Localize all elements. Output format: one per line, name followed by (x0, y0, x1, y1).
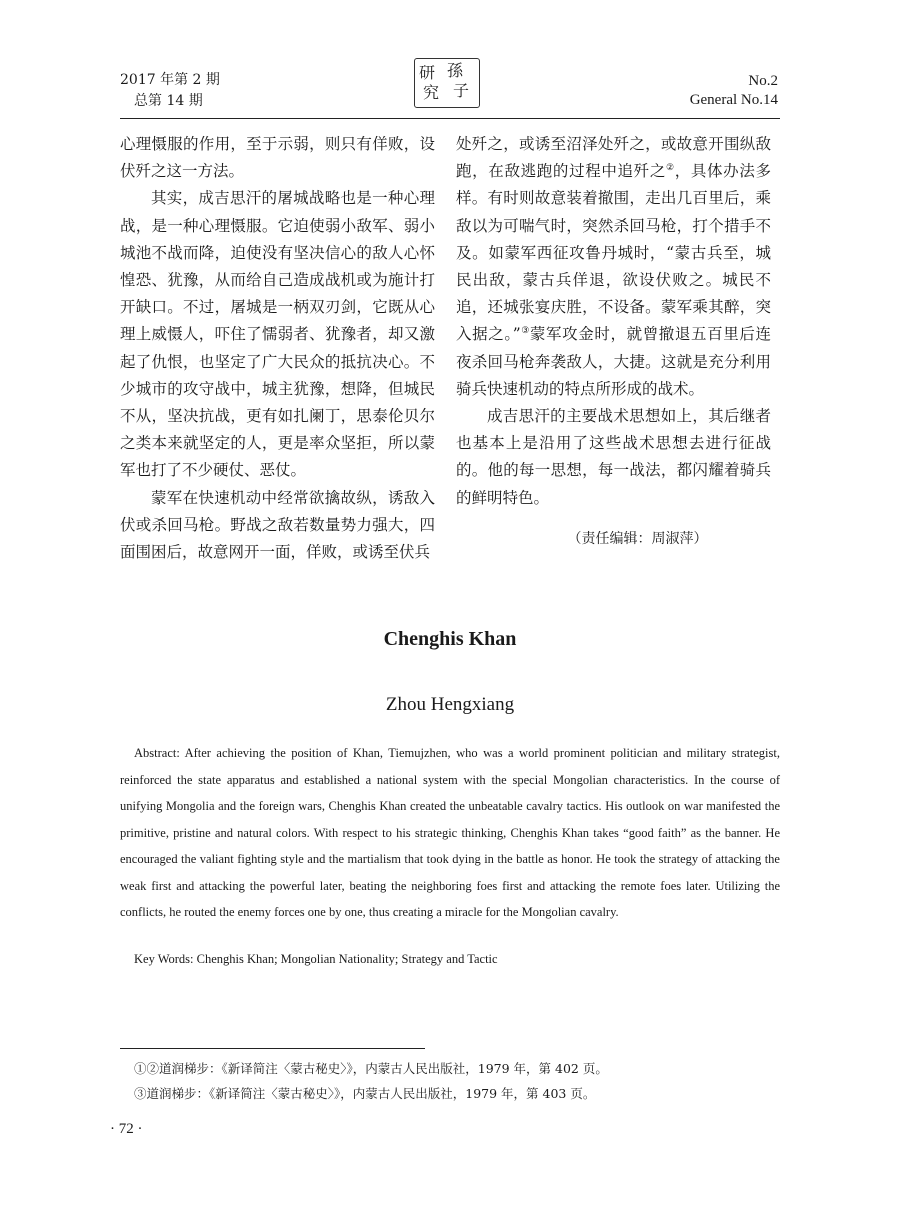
journal-issue (120, 70, 220, 112)
issue-line: 2017 年第 2 期 (120, 72, 220, 88)
total-issue-line: 总第 14 期 (134, 93, 203, 109)
english-title: Chenghis Khan (383, 628, 517, 650)
logo-char: 子 (453, 81, 470, 100)
text-run: ，具体办法多样。有时则故意装着撤围，走出几百里后，乘敌以为可喘气时，突然杀回马枪，打个措手不及。如蒙军西征攻鲁丹城时，“蒙古兵至，城民出敌，蒙古兵佯退，欲设伏败之。城民不追，还城张宴庆胜，不设备。蒙军乘其醉，突入据之。” (456, 162, 771, 344)
text-run: 处歼之，或诱至沼泽处歼之，或故意开围纵敌跑，在敌逃跑的过程中追歼之 (456, 135, 771, 181)
english-author: Zhou Hengxiang (385, 694, 515, 715)
body-column-right (456, 131, 771, 553)
general-number-en: General No.14 (689, 92, 778, 108)
logo-char: 孫 (447, 61, 464, 80)
paragraph: 心理慑服的作用，至于示弱，则只有佯败，设伏歼之这一方法。 (120, 135, 435, 181)
english-abstract: Abstract: After achieving the position of Khan, Tiemujzhen, who was a world prominent politician and military strategist, reinforced the state apparatus and established a national system with the special Mongolian characteristics. In the course of unifying Mongolia and the foreign wars, Chenghis Khan created the unbeatable cavalry tactics. His outlook on war manifested the primitive, pristine and natural colors. With respect to his strategic thinking, Chenghis Khan takes “good faith” as the banner. He encouraged the valiant fighting style and the martialism that took dying in the battle as honor. He took the strategy of attacking the weak first and attacking the powerful later, beating the neighboring foes first and attacking the remote foes later. Utilizing the conflicts, he routed the enemy forces one by one, thus creating a miracle for the Mongolian cavalry. (120, 746, 780, 919)
paragraph: 蒙军在快速机动中经常欲擒故纵，诱敌入伏或杀回马枪。野战之敌若数量势力强大，四面围困后，故意网开一面，佯败，或诱至伏兵 (120, 488, 435, 562)
journal-issue-en (690, 72, 778, 110)
journal-logo (414, 58, 480, 108)
header-rule (120, 118, 780, 119)
responsible-editor: （责任编辑：周淑萍） (567, 530, 708, 547)
paragraph: 其实，成吉思汗的屠城战略也是一种心理战，是一种心理慑服。它迫使弱小敌军、弱小城池不战而降，迫使没有坚决信心的敌人心怀惶恐、犹豫，从而给自己造成战机或为施计打开缺口。不过，屠城是一柄双刃剑，它既从心理上威慑人，吓住了懦弱者、犹豫者，却又激起了仇恨，也坚定了广大民众的抵抗决心。不少城市的攻守战中，城主犹豫，想降，但城民不从，坚决抗战，更有如扎阑丁，思泰伦贝尔之类本来就坚定的人，更是率众坚拒，所以蒙军也打了不少硬仗、恶仗。 (120, 189, 435, 480)
paragraph: 成吉思汗的主要战术思想如上，其后继者也基本上是沿用了这些战术思想去进行征战的。他的每一思想，每一战法，都闪耀着骑兵的鲜明特色。 (456, 407, 771, 507)
body-column-left (120, 131, 435, 566)
issue-number-en: No.2 (748, 73, 778, 89)
english-keywords: Key Words: Chenghis Khan; Mongolian Nationality; Strategy and Tactic (134, 952, 498, 966)
paragraph (456, 131, 771, 403)
text-run: 蒙军攻金时，就曾撤退五百里后连夜杀回马枪奔袭敌人，大捷。这就是充分利用骑兵快速机动的特点所形成的战术。 (456, 325, 771, 398)
footnote: ①②道润梯步：《新译简注〈蒙古秘史〉》，内蒙古人民出版社，1979 年，第 402 页。 (134, 1061, 608, 1076)
footnote: ③道润梯步：《新译简注〈蒙古秘史〉》，内蒙古人民出版社，1979 年，第 403 页。 (134, 1086, 596, 1101)
logo-char: 研 (419, 63, 436, 82)
page-number: · 72 · (110, 1121, 143, 1137)
logo-char: 究 (423, 83, 440, 102)
footnote-mark: ② (665, 163, 675, 174)
footnote-mark: ③ (520, 326, 530, 337)
footnote-rule (120, 1048, 425, 1049)
